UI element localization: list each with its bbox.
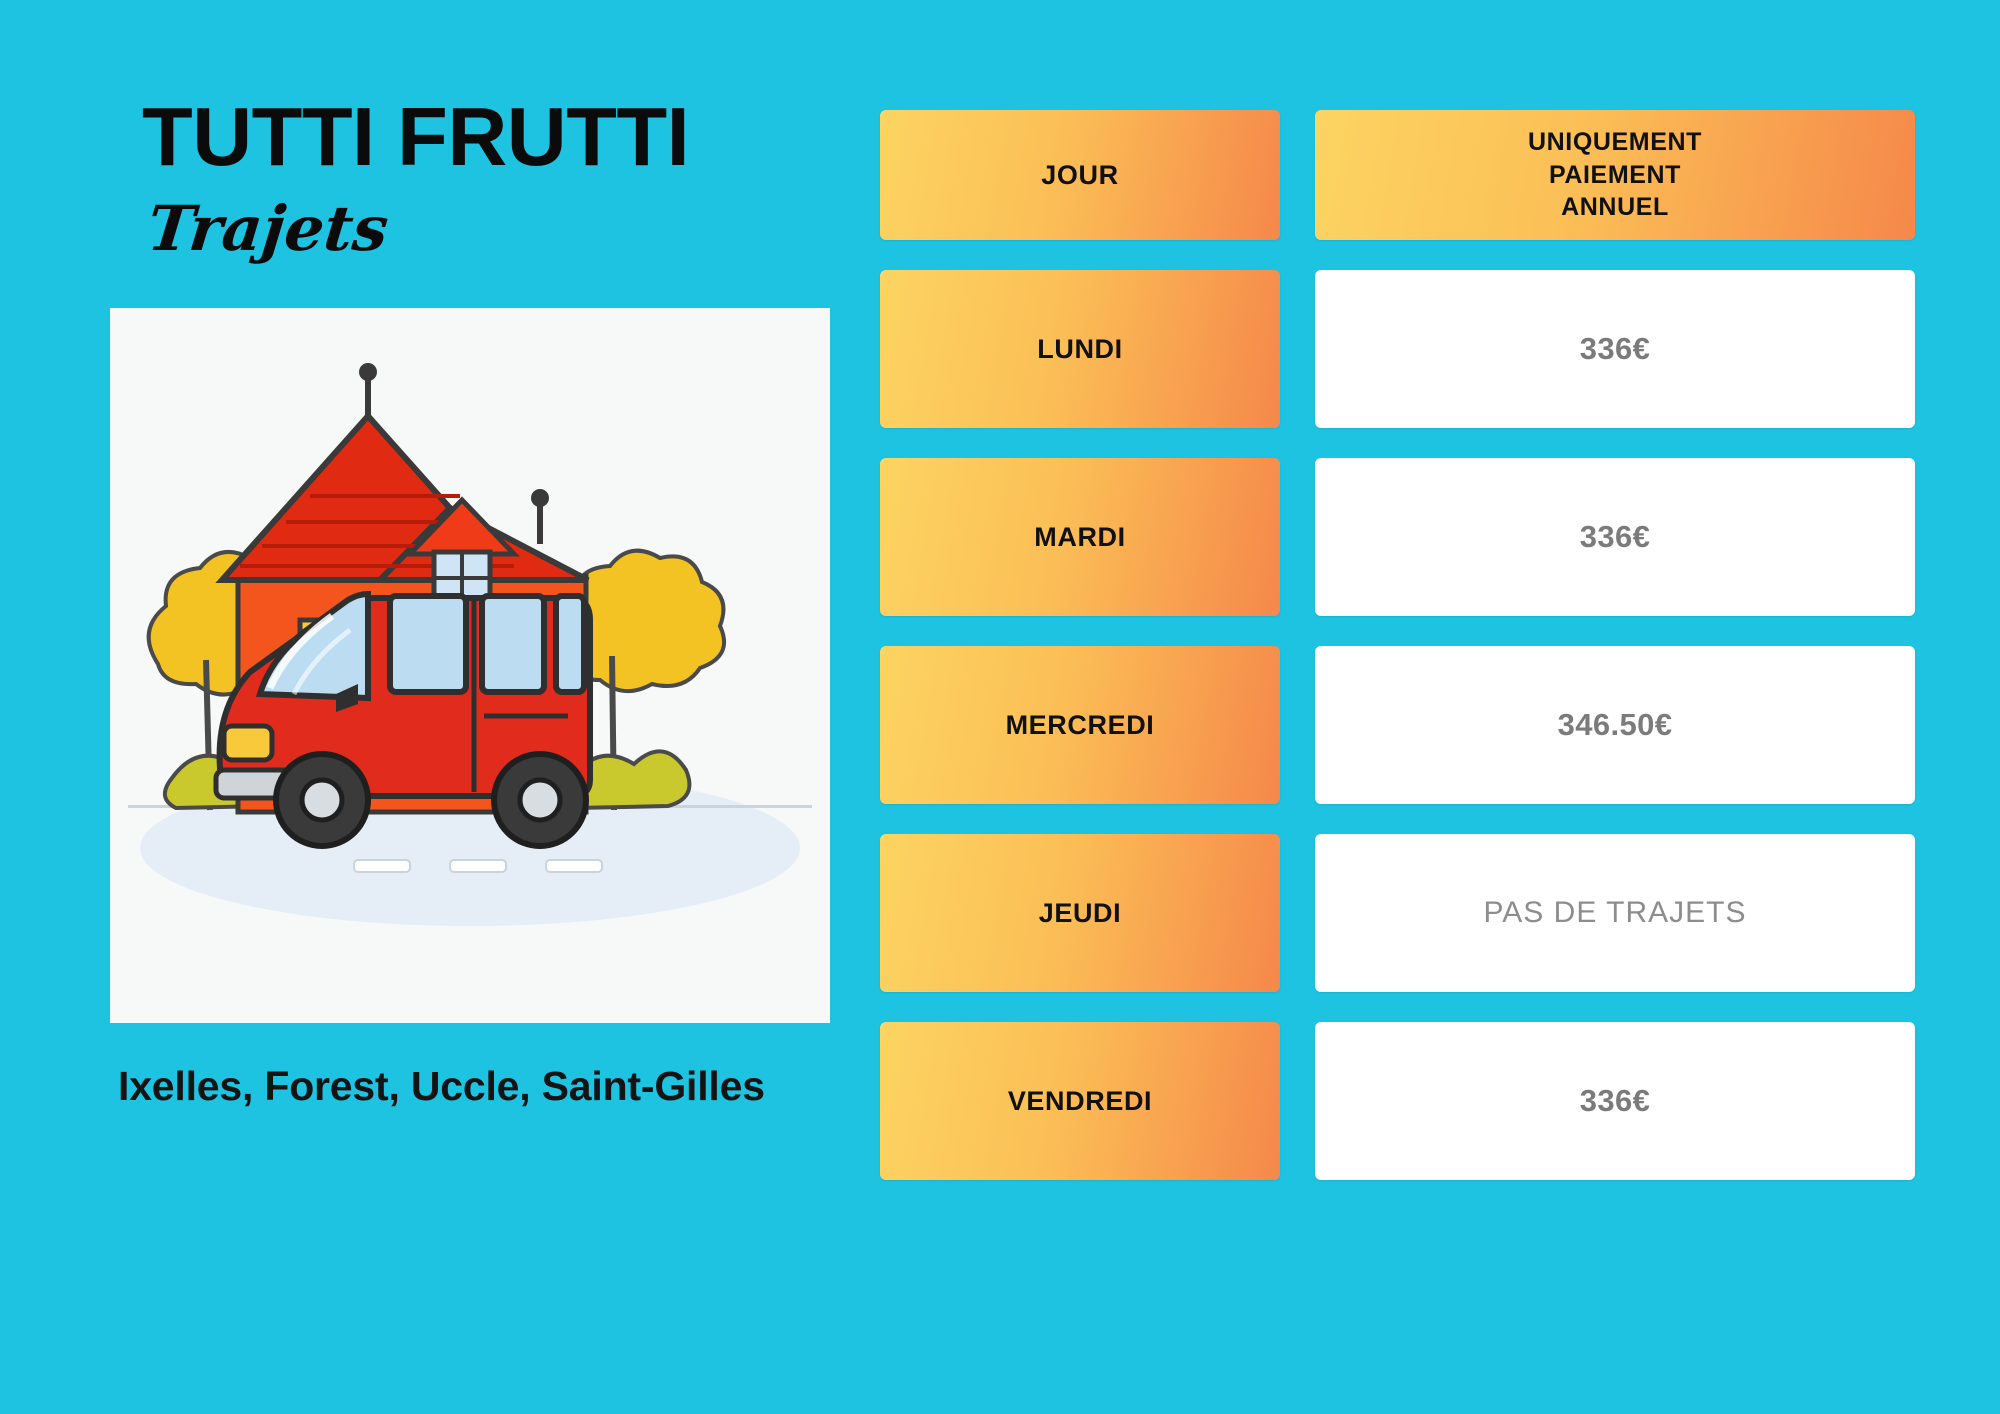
day-label: MERCREDI	[1005, 709, 1155, 740]
table-header-value-line1: UNIQUEMENT	[1527, 128, 1703, 157]
table-header-day-label: JOUR	[1041, 159, 1119, 190]
table-row	[880, 458, 1945, 616]
red-van-house-icon	[110, 308, 830, 1023]
day-cell-mercredi	[880, 646, 1280, 804]
day-label: LUNDI	[1037, 333, 1123, 364]
price-cell-mercredi	[1315, 646, 1915, 804]
day-label: JEUDI	[1038, 897, 1122, 928]
table-header-day-cell	[880, 110, 1280, 240]
price-table	[830, 0, 2000, 1414]
left-column	[0, 0, 830, 1414]
price-cell-jeudi	[1315, 834, 1915, 992]
day-label: VENDREDI	[1007, 1085, 1153, 1116]
day-label: MARDI	[1034, 521, 1126, 552]
table-header-value-line2: PAIEMENT	[1548, 160, 1682, 189]
table-header-value-cell	[1315, 110, 1915, 240]
price-label: 336€	[1579, 519, 1651, 554]
service-zones-label: Ixelles, Forest, Uccle, Saint-Gilles	[118, 1063, 765, 1109]
price-label: 346.50€	[1557, 707, 1673, 742]
price-cell-vendredi	[1315, 1022, 1915, 1180]
table-row	[880, 1022, 1945, 1180]
page-subtitle: Trajets	[144, 192, 392, 265]
table-row	[880, 646, 1945, 804]
table-row	[880, 834, 1945, 992]
table-header-row	[880, 110, 1945, 240]
price-cell-mardi	[1315, 458, 1915, 616]
price-label: 336€	[1579, 331, 1651, 366]
price-label: 336€	[1579, 1083, 1651, 1118]
day-cell-jeudi	[880, 834, 1280, 992]
table-header-value-line3: ANNUEL	[1561, 193, 1669, 222]
day-cell-lundi	[880, 270, 1280, 428]
page-title: TUTTI FRUTTI	[142, 90, 690, 183]
illustration-panel	[110, 308, 830, 1023]
day-cell-mardi	[880, 458, 1280, 616]
table-row	[880, 270, 1945, 428]
price-cell-lundi	[1315, 270, 1915, 428]
price-label: PAS DE TRAJETS	[1483, 896, 1747, 929]
day-cell-vendredi	[880, 1022, 1280, 1180]
